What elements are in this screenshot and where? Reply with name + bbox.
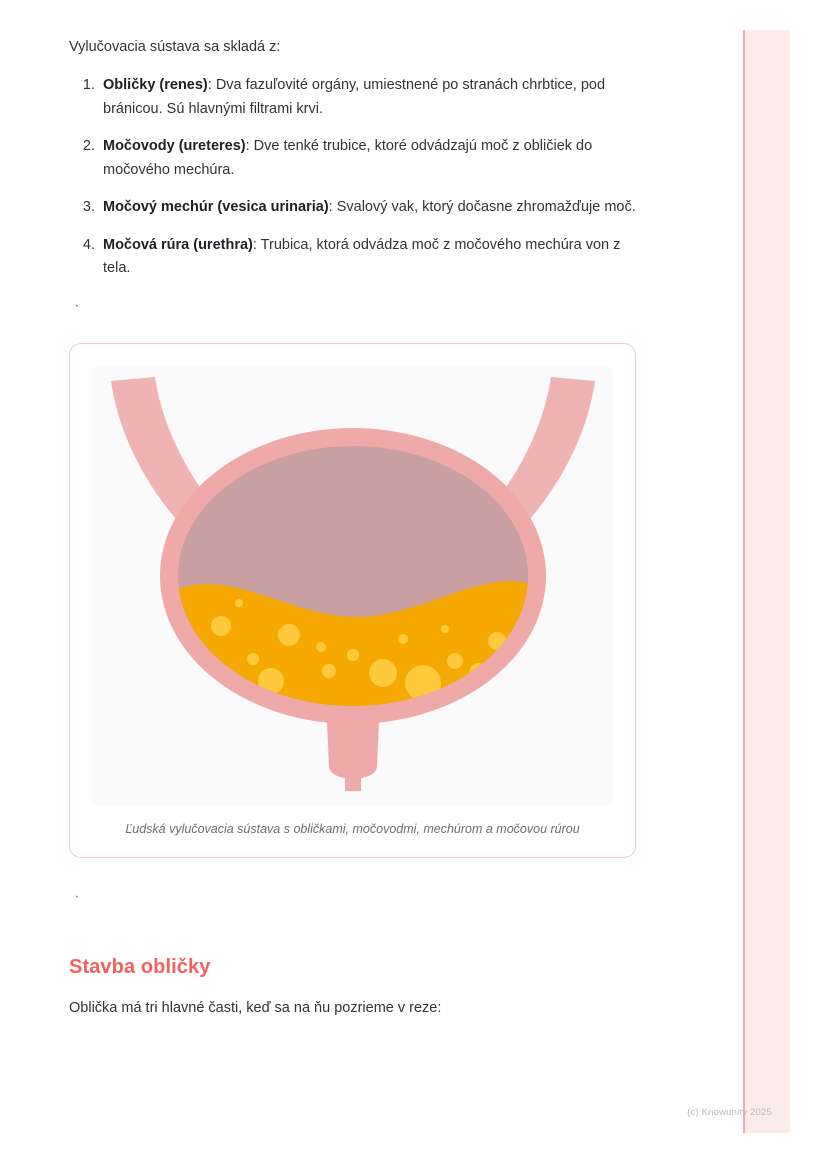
figure-card xyxy=(69,343,636,858)
list-item xyxy=(99,135,649,182)
organ-list xyxy=(69,74,649,280)
copyright-notice: (c) Knowunity 2025 xyxy=(687,1107,772,1118)
list-item-term: Močový mechúr (vesica urinaria) xyxy=(103,199,329,216)
document-content xyxy=(69,36,649,1019)
figure-caption: Ľudská vylučovacia sústava s obličkami, močovodmi, mechúrom a močovou rúrou xyxy=(125,821,580,836)
list-item xyxy=(99,74,649,121)
code-marker-2: ` xyxy=(73,893,81,909)
section-heading: Stavba obličky xyxy=(69,955,211,978)
list-item-term: Močová rúra (urethra) xyxy=(103,236,253,253)
decorative-side-band xyxy=(743,30,790,1133)
list-item-desc: : Dve tenké trubice, ktoré odvádzajú moč z obličiek do močového mechúra. xyxy=(103,138,593,178)
urinary-system-illustration xyxy=(92,366,613,806)
list-item-term: Močovody (ureteres) xyxy=(103,138,246,155)
list-item-term: Obličky (renes) xyxy=(103,77,208,94)
list-item-desc: : Svalový vak, ktorý dočasne zhromažďuje moč. xyxy=(328,199,636,216)
list-item-desc: : Trubica, ktorá odvádza moč z močového mechúra von z tela. xyxy=(103,236,621,277)
code-marker: ` xyxy=(73,302,81,318)
section-paragraph: Oblička má tri hlavné časti, keď sa na ňu pozrieme v reze: xyxy=(69,999,442,1016)
intro-paragraph: Vylučovacia sústava sa skladá z: xyxy=(69,39,281,55)
list-item-desc: : Dva fazuľovité orgány, umiestnené po stranách chrbtice, pod bránicou. Sú hlavnými filtrami krvi. xyxy=(103,77,606,117)
list-item xyxy=(99,196,649,219)
list-item xyxy=(99,234,649,281)
